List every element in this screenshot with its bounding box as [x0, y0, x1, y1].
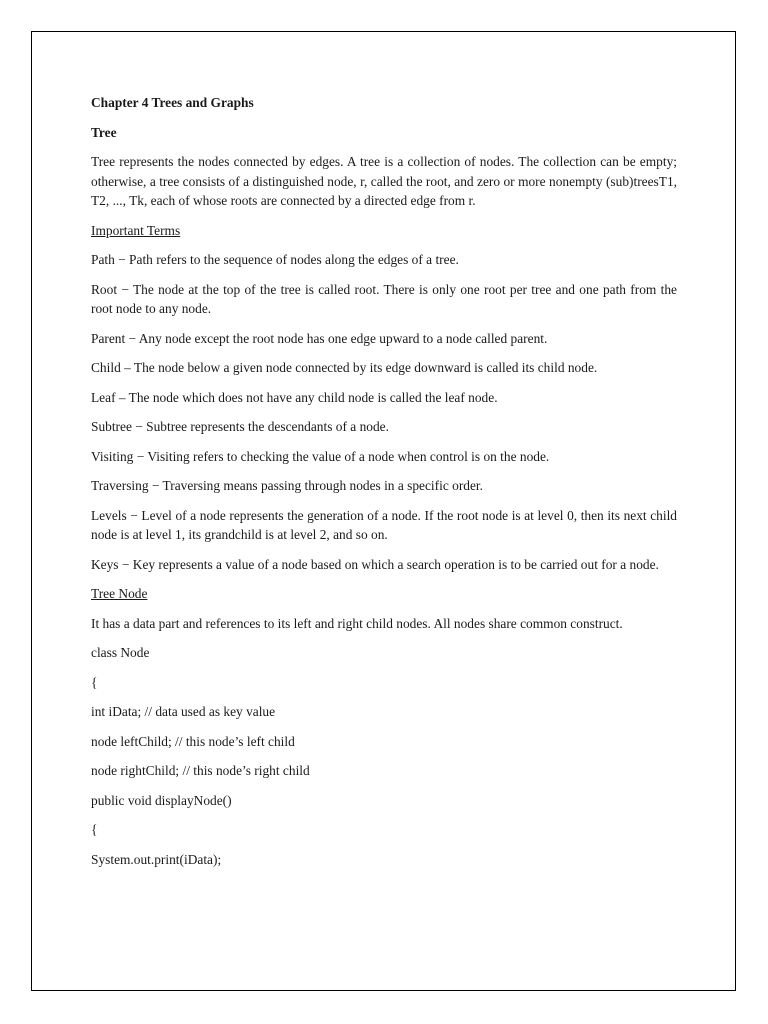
tree-node-description: It has a data part and references to its left and right child nodes. All nodes share common construct. [91, 615, 623, 631]
term-visiting: Visiting − Visiting refers to checking the value of a node when control is on the node. [91, 448, 550, 464]
section-title: Tree [91, 124, 117, 140]
term-path: Path − Path refers to the sequence of nodes along the edges of a tree. [91, 252, 459, 267]
chapter-title: Chapter 4 Trees and Graphs [91, 95, 254, 110]
document-content [91, 93, 677, 879]
term-child: Child – The node below a given node connected by its edge downward is called its child node. [91, 360, 598, 375]
code-line: { [91, 674, 98, 690]
code-line: node leftChild; // this node’s left child [91, 733, 295, 749]
term-parent: Parent − Any node except the root node has one edge upward to a node called parent. [91, 330, 548, 346]
document-page [31, 31, 736, 991]
intro-paragraph: Tree represents the nodes connected by edges. A tree is a collection of nodes. The collection can be empty; otherwise, a tree consists of a distinguished node, r, called the root, and zero or more nonempty (sub)treesT1, T2, ..., Tk, each of whose roots are connected by a directed edge from r. [91, 154, 677, 208]
code-block [91, 643, 677, 869]
term-root: Root − The node at the top of the tree is called root. There is only one root per tree and one path from the root node to any node. [91, 281, 677, 316]
term-subtree: Subtree − Subtree represents the descendants of a node. [91, 419, 389, 434]
code-line: class Node [91, 645, 150, 660]
term-levels: Levels − Level of a node represents the generation of a node. If the root node is at level 0, then its next child node is at level 1, its grandchild is at level 2, and so on. [91, 507, 677, 542]
term-traversing: Traversing − Traversing means passing through nodes in a specific order. [91, 478, 483, 493]
code-line: int iData; // data used as key value [91, 704, 276, 719]
term-keys: Keys − Key represents a value of a node based on which a search operation is to be carried out for a node. [91, 556, 659, 572]
tree-node-heading: Tree Node [91, 586, 148, 601]
code-line: node rightChild; // this node’s right child [91, 763, 310, 778]
code-line: System.out.print(iData); [91, 851, 222, 867]
code-line: public void displayNode() [91, 792, 232, 808]
terms-heading: Important Terms [91, 222, 181, 238]
code-line: { [91, 822, 98, 837]
term-leaf: Leaf – The node which does not have any child node is called the leaf node. [91, 389, 498, 405]
